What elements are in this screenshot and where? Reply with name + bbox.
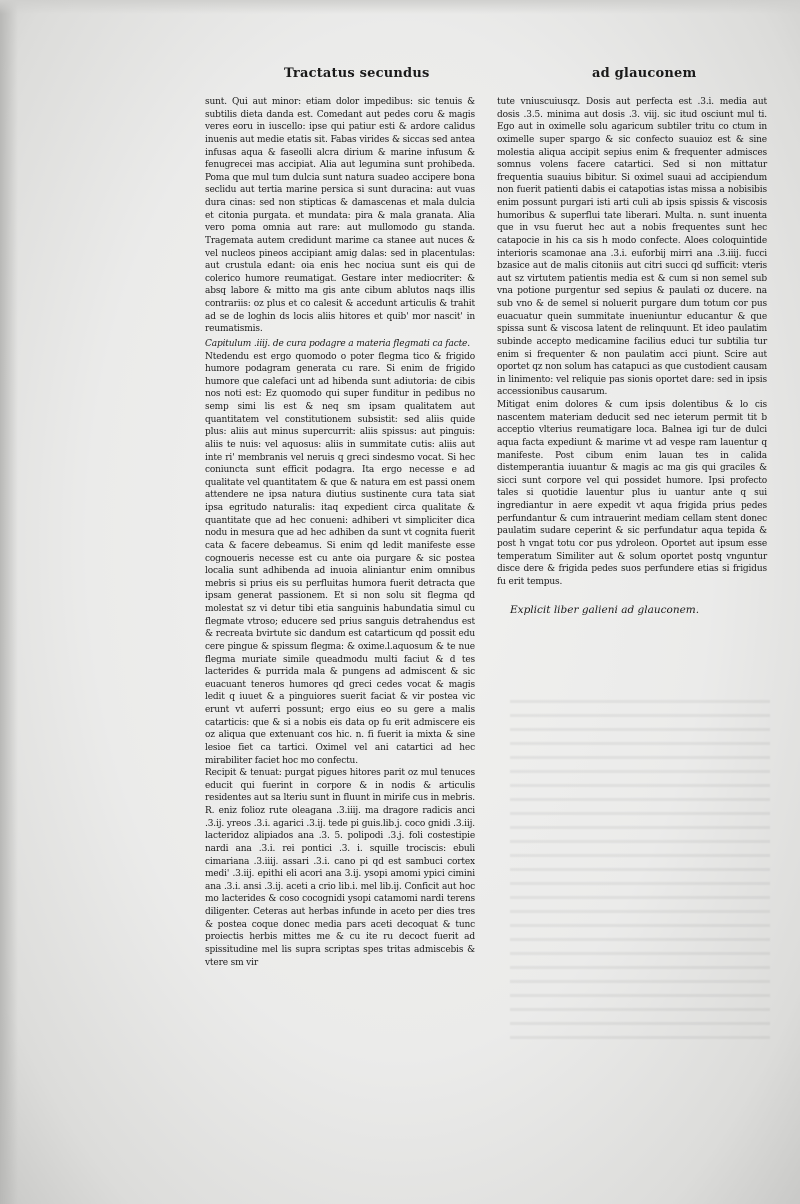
running-head-right: ad glauconem xyxy=(592,66,697,81)
right-text-column xyxy=(497,96,767,588)
show-through-text xyxy=(510,700,770,1040)
left-paragraph-1: sunt. Qui aut minor: etiam dolor impedibus: sic tenuis & subtilis dieta danda est. Comedant aut pedes coru & magis veres eoru in iuscello: ipse qui patiur esti & ardore calidus inuenis aut medie etatis sit. Fabas virides & siccas sed antea infusas aqua & faseolli alcra dirium & marine infusum & fenugrecei mas accipiat. Alia aut legumina sunt prohibeda. Poma que mul tum dulcia sunt natura suadeo accipere bona seclidu aut tertia marine persica si sunt duracina: aut vuas dura cinas: sed non stipticas & damascenas et mala dulcia et citonia purgata. et mundata: pira & mala granata. Alia vero poma omnia aut rare: aut mullomodo gu standa. Tragemata autem credidunt marime ca stanee aut nuces & vel nucleos pineos accipiant amig dalas: sed in placentulas: aut crustula edant: oia enis hec nociua sunt eis qui de colerico humore reumatigat. Gestare inter mediocriter: & absq labore & mitto ma gis ante cibum ablutos naqs illis contrariis: oz plus et co calesit & accedunt articulis & trahit ad se de loghin ds locis aliis hitores et quib' mor nascit' in reumatismis. xyxy=(205,97,475,335)
left-text-column xyxy=(205,96,475,969)
right-paragraph-2: Mitigat enim dolores & cum ipsis dolentibus & lo cis nascentem materiam deducit sed nec ieterum permit tit b acceptio vlterius reumatigare loca. Balnea igi tur de dulci aqua facta expediunt & marime vt ad vespe ram lauentur q manifeste. Post cibum enim lauan tes in calida distemperantia iuuantur & magis ac ma gis qui graciles & sicci sunt corpore vel qui possidet humore. Ipsi profecto tales si quotidie lauentur plus iu uantur ante q sui ingrediantur in aere expedit vt aqua frigida prius pedes perfundantur & cum intrauerint mediam cellam stent donec paulatim sudare ceperint & sic perfundatur aqua tepida & post h vngat totu cor pus ydroleon. Oportet aut ipsum esse temperatum Similiter aut & solum oportet postq vnguntur disce dere & frigida pedes suos perfundere etias si frigidus fu erit tempus. xyxy=(497,400,767,587)
running-head-left: Tractatus secundus xyxy=(284,66,430,81)
page-edge-shadow xyxy=(0,0,18,1204)
page-top-shadow xyxy=(0,0,800,14)
left-paragraph-3: Recipit & tenuat: purgat pigues hitores parit oz mul tenuces educit qui fuerint in corpore & in nodis & articulis residentes aut sa lteriu sunt in fluunt in mirife cus in mebris. R. eniz folioz rute oleagana .3.iiij. ma dragore radicis anci .3.ij. yreos .3.i. agarici .3.ij. tede pi guis.lib.j. coco gnidi .3.iij. lacteridoz alipiados ana .3. 5. polipodi .3.j. foli costestipie nardi ana .3.i. rei pontici .3. i. squille trociscis: ebuli cimariana .3.iiij. assari .3.i. cano pi qd est sambuci cortex medi' .3.iij. epithi eli acori ana 3.ij. ysopi amomi ypici cimini ana .3.i. ansi .3.ij. aceti a crio lib.i. mel lib.ij. Conficit aut hoc mo lacterides & coso cocognidi ysopi catamomi nardi terens diligenter. Ceteras aut herbas infunde in aceto per dies tres & postea coque donec media pars aceti decoquat & tunc proiectis herbis mittes me & cu ite ru decoct fuerit ad spissitudine mel lis supra scriptas spes tritas admiscebis & vtere sm vir xyxy=(205,768,475,968)
left-paragraph-2: Ntedendu est ergo quomodo o poter flegma tico & frigido humore podagram generata cu rare. Si enim de frigido humore que calefaci unt ad hibenda sunt adiutoria: de cibis nos noti est: Ez quomodo qui super funditur in pedibus no semp simi lis est & neq sm ipsam qualitatem aut quantitatem vel constitutionem subsistit: sed aliis quide plus: aliis aut minus supercurrit: aliis spissus: aut pinguis: aliis te nuis: vel aquosus: aliis in summitate cutis: aliis aut inte ri' membranis vel neruis q greci sindesmo vocat. Si hec coniuncta sunt efficit podagra. Ita ergo necesse e ad qualitate vel quantitatem & que & natura em est passi onem attendere ne ipsa natura diutius sustinente cura tata siat ipsa egritudo naturalis: itaq expedient circa qualitate & quantitate que ad hec conueni: adhiberi vt simpliciter dica nodu in mesura que ad hec adhiben da sunt vt cognita fuerit cata & facere debeamus. Si enim qd ledit manifeste esse cognoueris necesse est cu ante oia purgare & sic postea localia sunt adhibenda ad inuoia aliniantur enim omnibus mebris si prius eis su perfluitas humora fuerit detracta que ipsam generat passionem. Et si non solu sit flegma qd molestat sz vi detur tibi etia sanguinis habundatia simul cu flegmate vtroso; educere sed prius sanguis detrahendus est & recreata bvirtute sic dandum est catarticum qd possit edu cere pingue & spissum flegma: & oxime.l.aquosum & te nue flegma muriate simile queadmodu multi faciut & d tes lacterides & purrida mala & pungens ad admiscent & sic euacuant teneros humores qd greci cedes vocat & magis ledit q iuuet & a pinguiores suerit faciat & vir postea vic erunt vt auferri possunt; ergo eius eo su gere a malis catarticis: que & si a nobis eis data op fu erit admiscere eis oz aliqua que extenuant cos hic. n. fi fuerit ia mixta & sine lesioe fiet ca tartici. Oximel vel ani catartici ad hec mirabiliter faciet hoc mo confectu. xyxy=(205,351,475,766)
right-paragraph-1: tute vniuscuiusqz. Dosis aut perfecta est .3.i. media aut dosis .3.5. minima aut dosis .3. viij. sic itud osciunt mul ti. Ego aut in oximelle solu agaricum subtiler tritu co ctum in oximelle super spargo & sic confecto suauioz est & sine molestia aliqua accipit sepius enim & frequenter admisces somnus volens facere catartici. Sed si non mittatur frequentia suauius bibitur. Si oximel suaui ad accipiendum non fuerit patienti dabis ei catapotias istas missa a nobisibis enim possunt purgari isti arti culi ab ipsis spissis & viscosis humoribus & superflui tate liberari. Multa. n. sunt inuenta que in vsu fuerut hec aut a nobis frequentes sunt hec catapocie in his ca sis h modo confecte. Aloes coloquintide interioris scamonae ana .3.i. euforbij mirri ana .3.iiij. fucci bzasice aut de malis citoniis aut citri succi qd sufficit: vteris aut sz virtutem patientis media est & cum si non semel sub vna potione purgentur sed sepius & paulati oz ducere. na sub vno & de semel si noluerit purgare dum totum cor pus euacuatur quein summitate inueniuntur educantur & que spissa sunt & viscosa latent de relinquunt. Et ideo paulatim subinde accepto medicamine facilius educi tur subtilia tur enim si frequenter & non paulatim acci piunt. Scire aut oportet qz non solum has catapuci as que custodient causam in linimento: vel reliquie pas sionis oportet dare: sed in ipsis accessionibus causarum. xyxy=(497,97,767,398)
chapter-rubric: Capitulum .iiij. de cura podagre a materia flegmati ca facte. xyxy=(205,338,470,349)
explicit-colophon: Explicit liber galieni ad glauconem. xyxy=(510,604,700,616)
